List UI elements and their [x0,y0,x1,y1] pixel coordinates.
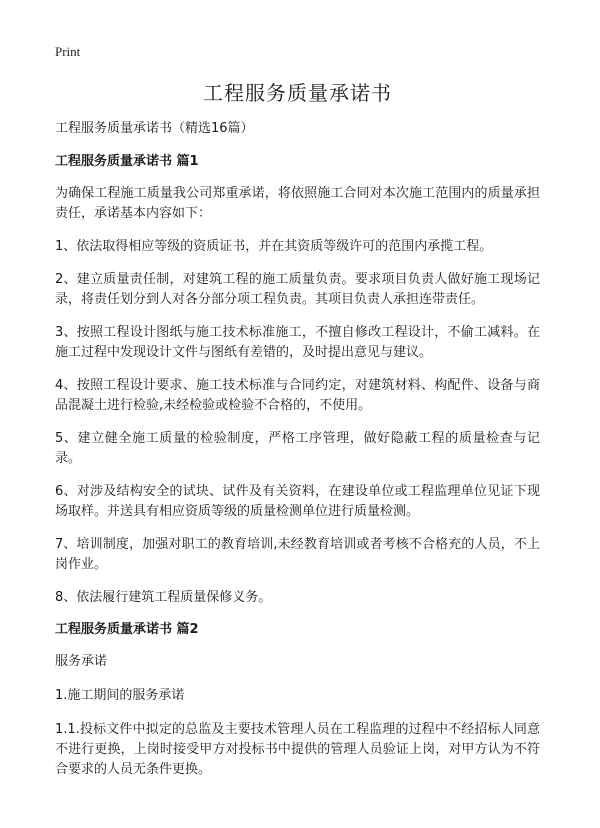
list-item: 6、对涉及结构安全的试块、试件及有关资料，在建设单位或工程监理单位见证下现场取样。并送具有相应资质等级的质量检测单位进行质量检测。 [55,484,540,519]
section2-paragraph: 1.1.投标文件中拟定的总监及主要技术管理人员在工程监理的过程中不经招标人同意不进行更换，上岗时接受甲方对投标书中提供的管理人员验证上岗，对甲方认为不符合要求的人员无条件更换。 [55,722,540,777]
section2-line: 服务承诺 [55,654,108,669]
section-heading-1: 工程服务质量承诺书 篇1 [55,154,199,169]
page-title: 工程服务质量承诺书 [203,81,392,105]
list-item: 3、按照工程设计图纸与施工技术标准施工，不擅自修改工程设计，不偷工减料。在施工过程中发现设计文件与图纸有差错的，及时提出意见与建议。 [55,325,540,360]
section-heading-2: 工程服务质量承诺书 篇2 [55,622,199,637]
list-item: 7、培训制度，加强对职工的教育培训,未经教育培训或者考核不合格充的人员，不上岗作业。 [55,537,540,572]
print-link[interactable]: Print [55,44,81,59]
list-item: 1、依法取得相应等级的资质证书，并在其资质等级许可的范围内承揽工程。 [55,239,493,254]
list-item: 5、建立健全施工质量的检验制度，严格工序管理，做好隐蔽工程的质量检查与记录。 [55,431,540,466]
list-item: 2、建立质量责任制，对建筑工程的施工质量负责。要求项目负责人做好施工现场记录，将责任划分到人对各分部分项工程负责。其项目负责人承担连带责任。 [55,272,540,307]
list-item: 4、按照工程设计要求、施工技术标准与合同约定，对建筑材料、构配件、设备与商品混凝土进行检验,未经检验或检验不合格的，不使用。 [55,378,540,413]
list-item: 8、依法履行建筑工程质量保修义务。 [55,590,272,605]
document-subtitle: 工程服务质量承诺书（精选16篇） [55,121,254,136]
section2-line: 1.施工期间的服务承诺 [55,688,185,703]
section1-intro: 为确保工程施工质量我公司郑重承诺，将依照施工合同对本次施工范围内的质量承担责任，承诺基本内容如下： [55,186,540,221]
